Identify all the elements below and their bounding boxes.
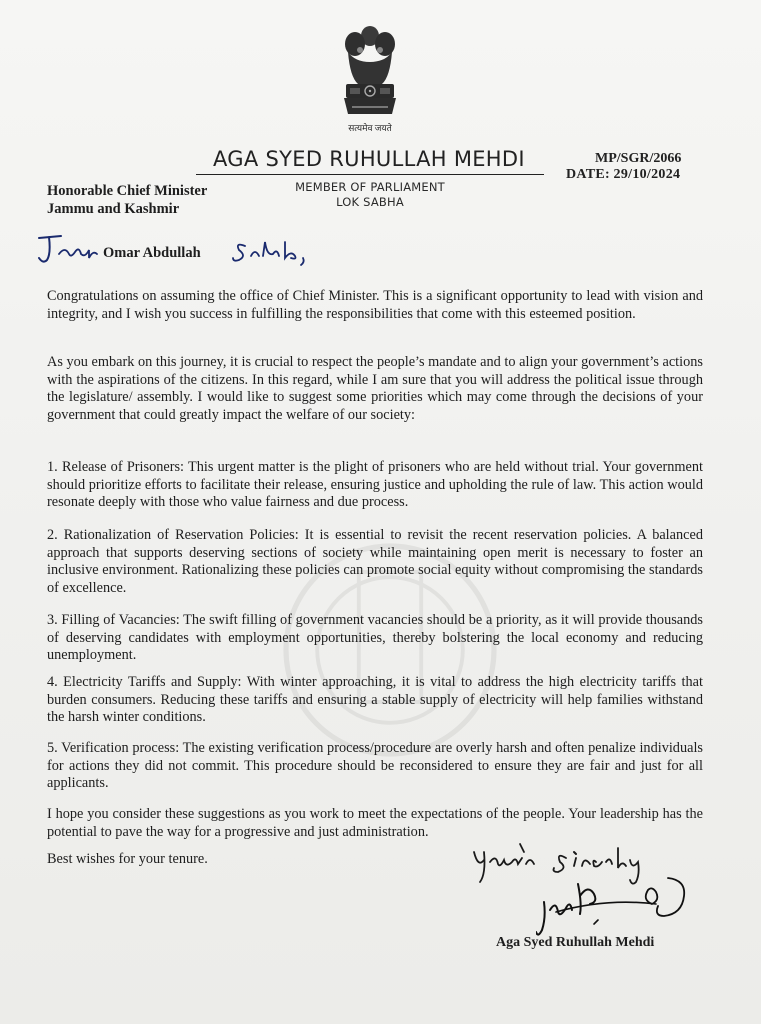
letterhead-name: AGA SYED RUHULLAH MEHDI (213, 147, 525, 171)
letterhead-rule (196, 174, 544, 175)
ashoka-lion-capital-icon (330, 22, 410, 130)
letter-date (566, 167, 680, 183)
addressee-line-2: Jammu and Kashmir (47, 201, 180, 217)
date-value: 29/10/2024 (613, 167, 681, 182)
paragraph-closing-hope: I hope you consider these suggestions as you work to meet the expectations of the people. Your leadership has the potential to pave the way for a progressive and just administration. (47, 806, 703, 840)
letterhead-title: MEMBER OF PARLIAMENT (295, 180, 445, 194)
letterhead-house: LOK SABHA (336, 195, 404, 209)
paragraph-priority-electricity: 4. Electricity Tariffs and Supply: With winter approaching, it is vital to address the high electricity tariffs that burden consumers. Reducing these tariffs and ensuring a stable supply of electricity will help families withstand the harsh winter conditions. (47, 674, 703, 725)
paragraph-priority-vacancies: 3. Filling of Vacancies: The swift filling of government vacancies should be a priority, as it will provide thousands of deserving candidates with employment opportunities, thereby bolstering the local economy and reducing unemployment. (47, 612, 703, 663)
date-label: DATE: (566, 167, 611, 182)
paragraph-mandate: As you embark on this journey, it is crucial to respect the people’s mandate and to align your government’s actions with the aspirations of the citizens. In this regard, while I am sure that you will address the political issue through the legislature/ assembly. I would like to suggest some priorities which may come through the decisions of your government that could greatly impact the welfare of our society: (47, 354, 703, 423)
salutation-name: Omar Abdullah (103, 245, 201, 261)
emblem-motto: सत्यमेव जयते (348, 123, 392, 133)
paragraph-priority-prisoners: 1. Release of Prisoners: This urgent matter is the plight of prisoners who are held without trial. Your government should prioritize efforts to facilitate their release, ensuring justice and upholding the rule of law. This action would resonate deeply with those who value fairness and due process. (47, 459, 703, 510)
paragraph-priority-reservation: 2. Rationalization of Reservation Policies: It is essential to revisit the recent reservation policies. A balanced approach that supports deserving sections of society while maintaining open merit is necessary to foster an inclusive environment. Rationalizing these policies can promote social equity without compromising the standards of excellence. (47, 527, 703, 596)
signer-name: Aga Syed Ruhullah Mehdi (496, 935, 655, 950)
reference-number: MP/SGR/2066 (595, 151, 682, 166)
paragraph-congratulations: Congratulations on assuming the office of Chief Minister. This is a significant opportunity to lead with vision and integrity, and I wish you success in fulfilling the responsibilities that come with this esteemed position. (47, 288, 703, 322)
addressee-line-1: Honorable Chief Minister (47, 183, 208, 199)
paragraph-best-wishes: Best wishes for your tenure. (47, 851, 208, 867)
paragraph-priority-verification: 5. Verification process: The existing verification process/procedure are overly harsh and often penalize individuals for actions they did not commit. This procedure should be reconsidered to ensure they are fair and just for all applicants. (47, 740, 703, 791)
salutation (35, 232, 355, 268)
